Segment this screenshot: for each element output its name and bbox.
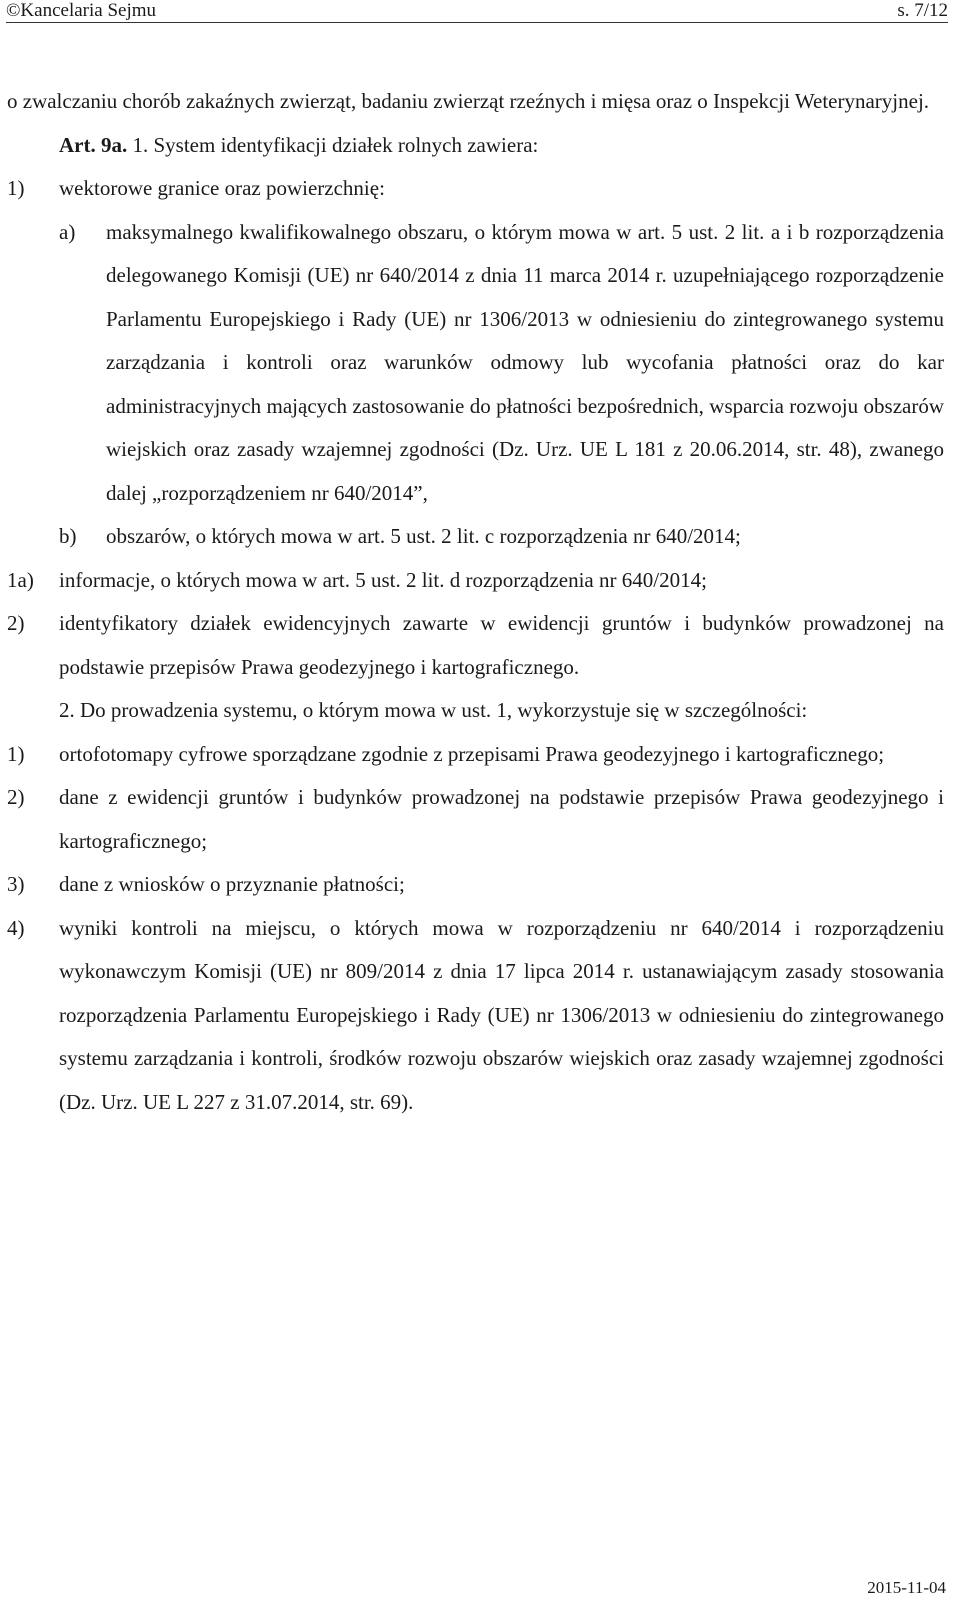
page-number: s. 7/12 bbox=[897, 0, 948, 21]
item-label: b) bbox=[59, 524, 77, 548]
item-label: 1a) bbox=[7, 567, 34, 592]
copyright-label: ©Kancelaria Sejmu bbox=[6, 0, 157, 21]
item-text: maksymalnego kwalifikowalnego obszaru, o którym mowa w art. 5 ust. 2 lit. a i b rozporządzenia delegowanego Komisji (UE) nr 640/2014 z dnia 11 marca 2014 r. uzupełniającego rozporządzenie Parlamentu Europejskiego i Rady (UE) nr 1306/2013 w odniesieniu do zintegrowanego systemu zarządzania i kontroli oraz warunków odmowy lub wycofania płatności oraz do kar administracyjnych mających zastosowanie do płatności bezpośrednich, wsparcia rozwoju obszarów wiejskich oraz zasady wzajemnej zgodności (Dz. Urz. UE L 181 z 20.06.2014, str. 48), zwanego dalej „rozporządzeniem nr 640/2014”, bbox=[106, 219, 944, 505]
item-label: 2) bbox=[7, 785, 25, 809]
footer-date: 2015-11-04 bbox=[867, 1578, 946, 1597]
item-label: 4) bbox=[7, 915, 25, 940]
item-text: identyfikatory działek ewidencyjnych zawarte w ewidencji gruntów i budynków prowadzonej na podstawie przepisów Prawa geodezyjnego i kartograficznego. bbox=[59, 611, 944, 679]
page-header bbox=[6, 0, 948, 23]
sub-item bbox=[7, 211, 944, 516]
item-text: dane z wniosków o przyznanie płatności; bbox=[59, 872, 405, 896]
item-label: 1) bbox=[7, 741, 25, 766]
paragraph-2: 2. Do prowadzenia systemu, o którym mowa w ust. 1, wykorzystuje się w szczególności: bbox=[59, 698, 808, 722]
list-item bbox=[7, 863, 944, 907]
intro-paragraph: o zwalczaniu chorób zakaźnych zwierząt, badaniu zwierząt rzeźnych i mięsa oraz o Inspekcji Weterynaryjnej. bbox=[7, 89, 930, 113]
item-text: wektorowe granice oraz powierzchnię: bbox=[59, 176, 385, 200]
article-heading bbox=[7, 124, 944, 168]
item-text: obszarów, o których mowa w art. 5 ust. 2 lit. c rozporządzenia nr 640/2014; bbox=[106, 524, 741, 548]
article-number: Art. 9a. bbox=[59, 132, 128, 157]
list-item bbox=[7, 167, 944, 211]
item-text: dane z ewidencji gruntów i budynków prowadzonej na podstawie przepisów Prawa geodezyjnego i kartograficznego; bbox=[59, 785, 944, 853]
item-label: a) bbox=[59, 219, 76, 244]
sub-item bbox=[7, 515, 944, 559]
item-label: 2) bbox=[7, 611, 25, 635]
item-label: 3) bbox=[7, 872, 25, 896]
list-item bbox=[7, 907, 944, 1125]
item-text: informacje, o których mowa w art. 5 ust. 2 lit. d rozporządzenia nr 640/2014; bbox=[59, 567, 707, 592]
item-text: ortofotomapy cyfrowe sporządzane zgodnie z przepisami Prawa geodezyjnego i kartograficznego; bbox=[59, 741, 885, 766]
list-item bbox=[7, 602, 944, 689]
list-item bbox=[7, 733, 944, 777]
item-label: 1) bbox=[7, 176, 25, 200]
list-item bbox=[7, 559, 944, 603]
list-item bbox=[7, 776, 944, 863]
article-text: 1. System identyfikacji działek rolnych zawiera: bbox=[127, 132, 539, 157]
document-body bbox=[7, 80, 944, 1124]
item-text: wyniki kontroli na miejscu, o których mowa w rozporządzeniu nr 640/2014 i rozporządzeniu wykonawczym Komisji (UE) nr 809/2014 z dnia 17 lipca 2014 r. ustanawiającym zasady stosowania rozporządzenia Parlamentu Europejskiego i Rady (UE) nr 1306/2013 w odniesieniu do zintegrowanego systemu zarządzania i kontroli, środków rozwoju obszarów wiejskich oraz zasady wzajemnej zgodności (Dz. Urz. UE L 227 z 31.07.2014, str. 69). bbox=[59, 915, 944, 1114]
